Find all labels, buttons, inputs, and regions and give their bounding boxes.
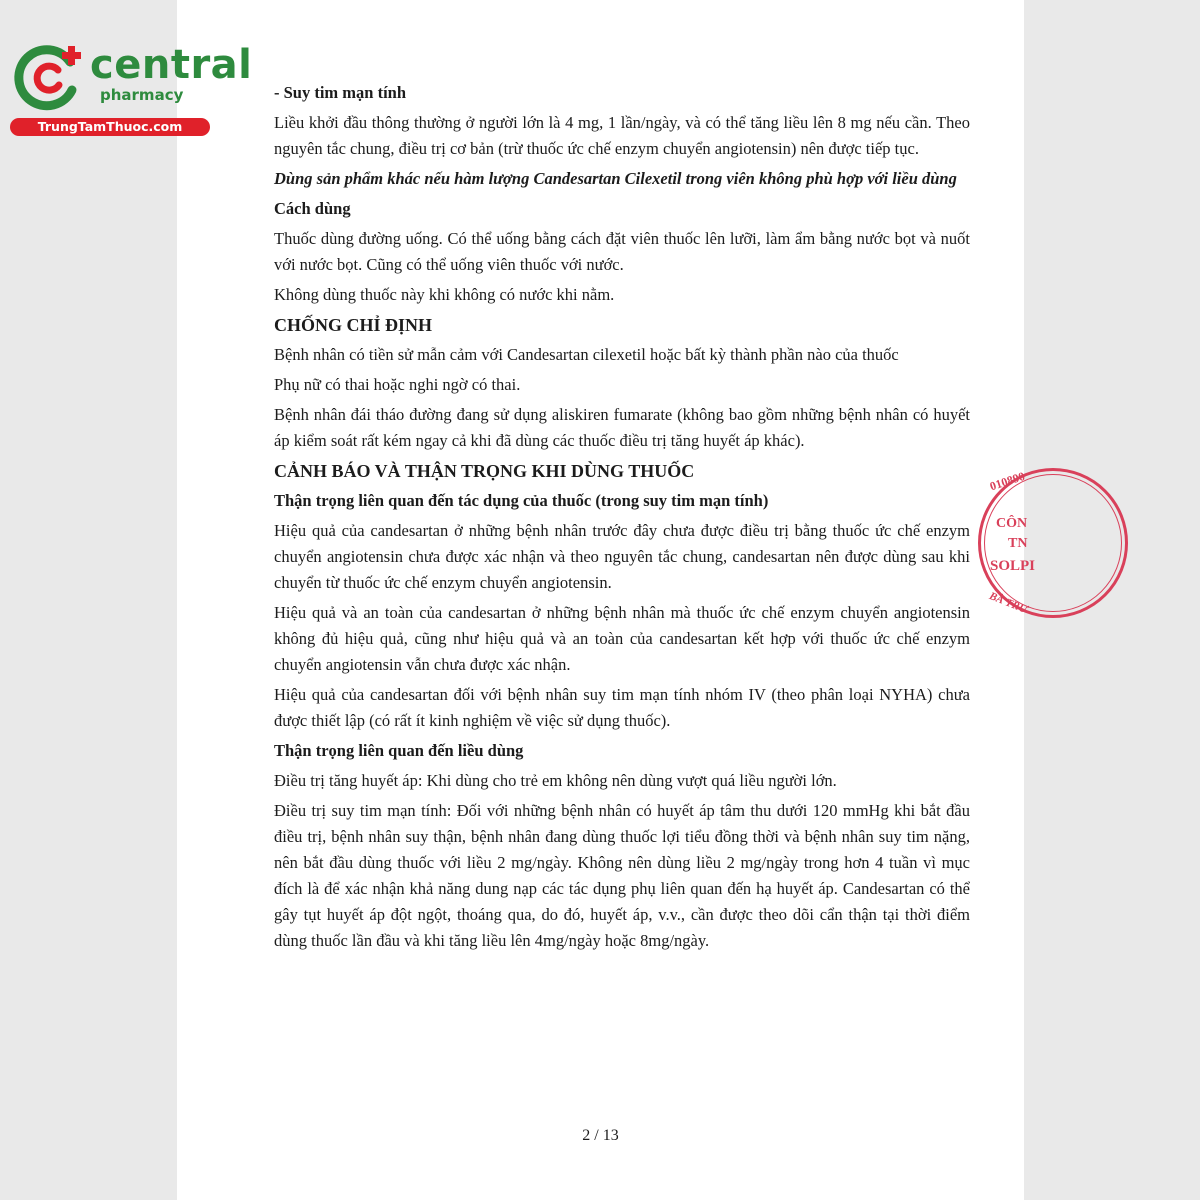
stamp-line-1: CÔN <box>996 516 1028 531</box>
section-heading: Thận trọng liên quan đến tác dụng của thuốc (trong suy tim mạn tính) <box>274 491 769 510</box>
stamp-number: 010890 <box>988 468 1027 494</box>
section-heading: Thận trọng liên quan đến liều dùng <box>274 741 524 760</box>
logo-site-banner: TrungTamThuoc.com <box>10 118 210 136</box>
company-stamp <box>978 468 1036 628</box>
stamp-line-4: BÀ TRƯ <box>987 590 1030 617</box>
stamp-inner-ring <box>984 474 1122 612</box>
bold-italic-note: Dùng sản phẩm khác nếu hàm lượng Candesartan Cilexetil trong viên không phù hợp với liều dùng <box>274 169 957 188</box>
document-body <box>274 80 970 958</box>
logo-sub-text: pharmacy <box>100 86 184 104</box>
paragraph: Điều trị tăng huyết áp: Khi dùng cho trẻ em không nên dùng vượt quá liều người lớn. <box>274 771 837 790</box>
stamp-line-2: TN <box>1008 536 1028 551</box>
paragraph: Liều khởi đầu thông thường ở người lớn là 4 mg, 1 lần/ngày, và có thể tăng liều lên 8 mg nếu cần. Theo nguyên tắc chung, điều trị cơ bản (trừ thuốc ức chế enzym chuyển angiotensin) nên được tiếp tục. <box>274 113 970 158</box>
caps-heading: CẢNH BÁO VÀ THẬN TRỌNG KHI DÙNG THUỐC <box>274 461 695 481</box>
central-pharmacy-logo[interactable] <box>10 38 253 138</box>
paragraph: Không dùng thuốc này khi không có nước khi nằm. <box>274 285 615 304</box>
logo-brand-text: central <box>90 42 253 88</box>
paragraph: Điều trị suy tim mạn tính: Đối với những bệnh nhân có huyết áp tâm thu dưới 120 mmHg khi bắt đầu điều trị, bệnh nhân suy thận, bệnh nhân đang dùng thuốc lợi tiểu đồng thời và bệnh nhân suy tim nặng, nên bắt đầu dùng thuốc với liều 2 mg/ngày. Không nên dùng liều 2 mg/ngày trong hơn 4 tuần vì mục đích là để xác nhận khả năng dung nạp các tác dụng phụ liên quan đến hạ huyết áp. Candesartan có thể gây tụt huyết áp đột ngột, thoáng qua, do đó, huyết áp, v.v., cần được theo dõi cẩn thận tại thời điểm dùng thuốc lần đầu và khi tăng liều lên 4mg/ngày hoặc 8mg/ngày. <box>274 801 970 950</box>
paragraph: Hiệu quả và an toàn của candesartan ở những bệnh nhân mà thuốc ức chế enzym chuyển angiotensin không đủ hiệu quả, cũng như hiệu quả và an toàn của candesartan kết hợp với thuốc ức chế enzym chuyển angiotensin vẫn chưa được xác nhận. <box>274 603 970 674</box>
caps-heading: CHỐNG CHỈ ĐỊNH <box>274 315 433 335</box>
paragraph: Hiệu quả của candesartan ở những bệnh nhân trước đây chưa được điều trị bằng thuốc ức chế enzym chuyển angiotensin chưa được xác nhận và theo nguyên tắc chung, candesartan nên được dùng sau khi chuyển từ thuốc ức chế enzym chuyển angiotensin. <box>274 521 970 592</box>
section-heading: Cách dùng <box>274 199 351 218</box>
page-number: 2 / 13 <box>582 1127 619 1144</box>
paragraph: Hiệu quả của candesartan đối với bệnh nhân suy tim mạn tính nhóm IV (theo phân loại NYHA) chưa được thiết lập (có rất ít kinh nghiệm về việc sử dụng thuốc). <box>274 685 970 730</box>
paragraph: Phụ nữ có thai hoặc nghi ngờ có thai. <box>274 375 521 394</box>
section-heading: - Suy tim mạn tính <box>274 83 407 102</box>
paragraph: Bệnh nhân có tiền sử mẫn cảm với Candesartan cilexetil hoặc bất kỳ thành phần nào của thuốc <box>274 345 899 364</box>
paragraph: Bệnh nhân đái tháo đường đang sử dụng aliskiren fumarate (không bao gồm những bệnh nhân có huyết áp kiểm soát rất kém ngay cả khi đã dùng các thuốc điều trị tăng huyết áp khác). <box>274 405 970 450</box>
stamp-line-3: SOLPI <box>990 558 1036 574</box>
paragraph: Thuốc dùng đường uống. Có thể uống bằng cách đặt viên thuốc lên lưỡi, làm ẩm bằng nước bọt và nuốt với nước bọt. Cũng có thể uống viên thuốc với nước. <box>274 229 970 274</box>
pharmacy-cross-logo-icon <box>12 40 86 114</box>
